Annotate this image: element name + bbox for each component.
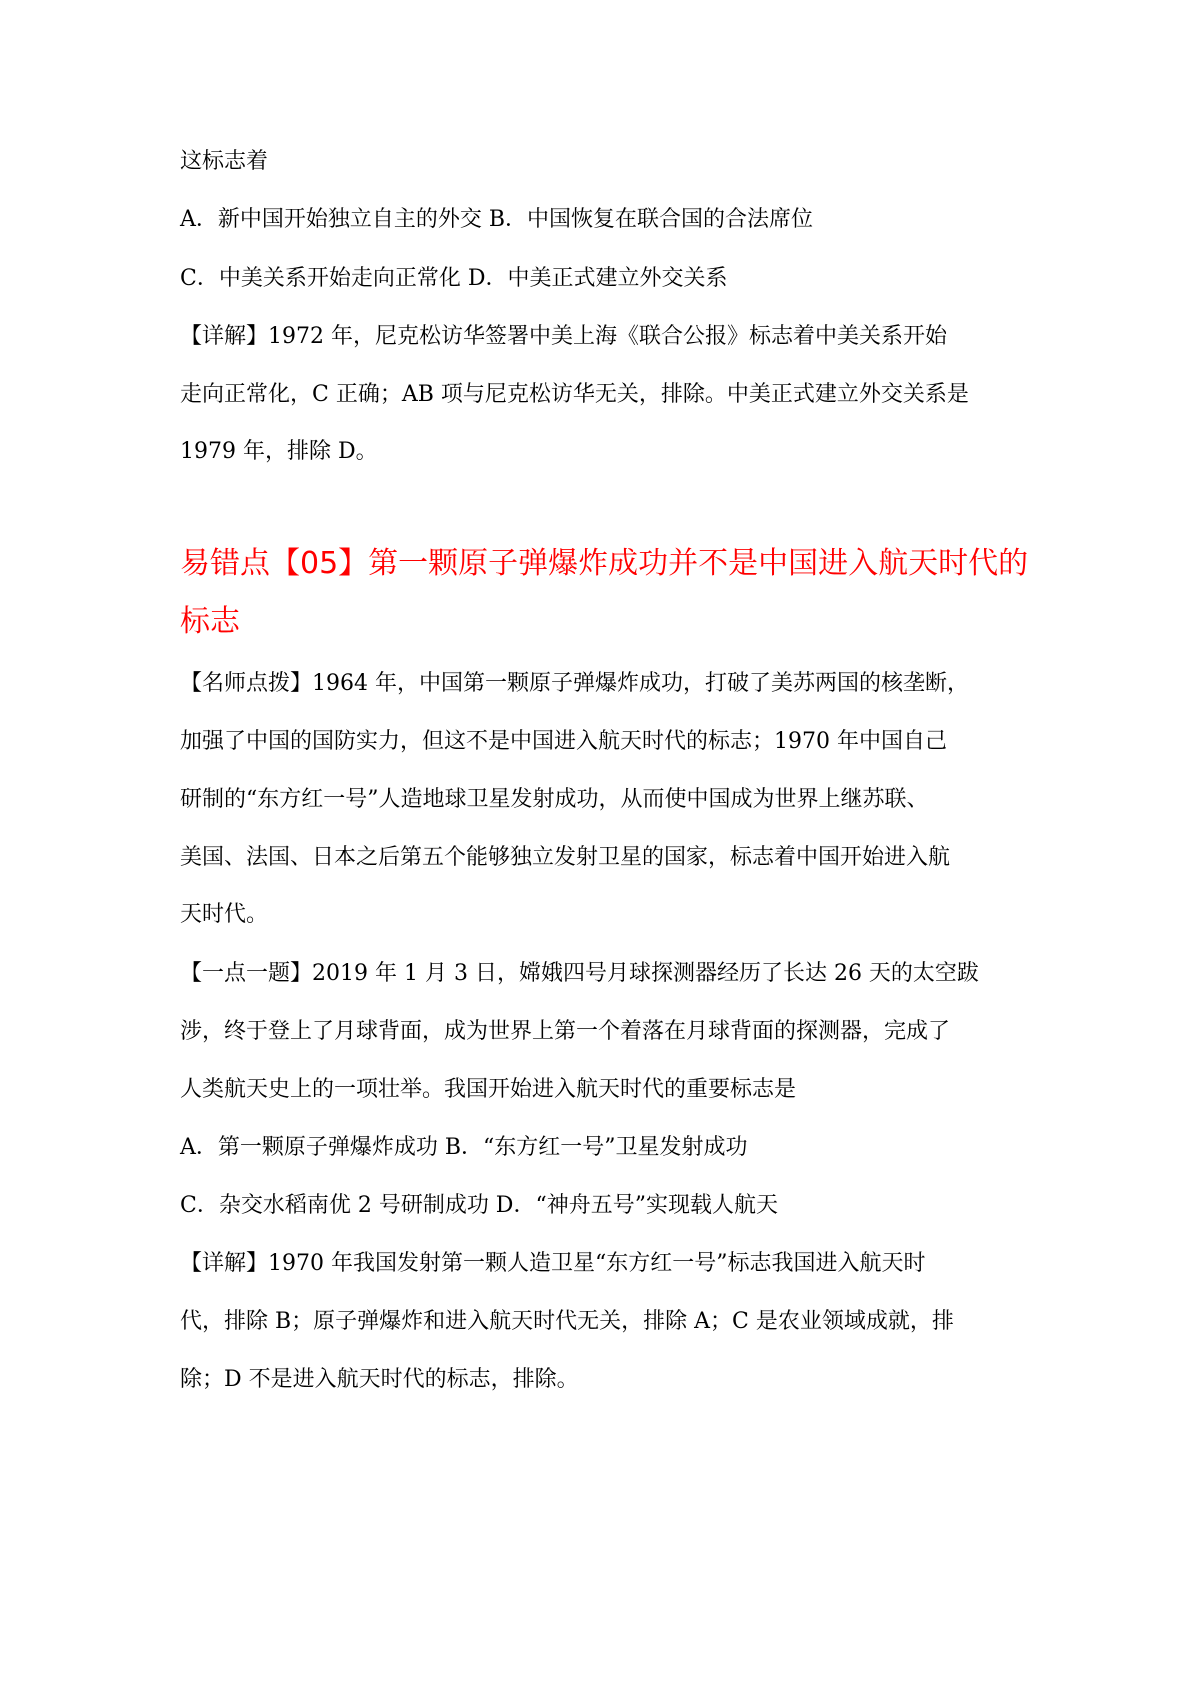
- tip-line: 美国、法国、日本之后第五个能够独立发射卫星的国家，标志着中国开始进入航: [180, 845, 951, 870]
- tip-line: 研制的“东方红一号”人造地球卫星发射成功，从而使中国成为世界上继苏联、: [180, 787, 929, 812]
- question-line: 涉，终于登上了月球背面，成为世界上第一个着落在月球背面的探测器，完成了: [180, 1019, 951, 1044]
- option-line-cd: C．杂交水稻南优 2 号研制成功 D．“神舟五号”实现载人航天: [180, 1193, 778, 1218]
- option-line-ab: A．第一颗原子弹爆炸成功 B．“东方红一号”卫星发射成功: [180, 1135, 748, 1160]
- question-line: 人类航天史上的一项壮举。我国开始进入航天时代的重要标志是: [180, 1077, 797, 1102]
- explanation-line: 1979 年，排除 D。: [180, 439, 378, 464]
- tip-line: 加强了中国的国防实力，但这不是中国进入航天时代的标志；1970 年中国自己: [180, 729, 947, 754]
- question-stem-tail: 这标志着: [180, 149, 269, 174]
- option-line-cd: C．中美关系开始走向正常化 D．中美正式建立外交关系: [180, 266, 728, 291]
- section-heading: 标志: [180, 604, 240, 639]
- explanation-line: 走向正常化，C 正确；AB 项与尼克松访华无关，排除。中美正式建立外交关系是: [180, 382, 969, 407]
- section-heading: 易错点【05】第一颗原子弹爆炸成功并不是中国进入航天时代的: [180, 546, 1029, 581]
- option-line-ab: A．新中国开始独立自主的外交 B．中国恢复在联合国的合法席位: [180, 207, 814, 232]
- explanation-line: 除；D 不是进入航天时代的标志，排除。: [180, 1367, 579, 1392]
- explanation-line: 【详解】1972 年，尼克松访华签署中美上海《联合公报》标志着中美关系开始: [180, 324, 947, 349]
- explanation-line: 代，排除 B；原子弹爆炸和进入航天时代无关，排除 A；C 是农业领域成就，排: [180, 1309, 954, 1334]
- tip-line: 【名师点拨】1964 年，中国第一颗原子弹爆炸成功，打破了美苏两国的核垄断，: [180, 671, 969, 696]
- tip-line: 天时代。: [180, 902, 269, 927]
- question-line: 【一点一题】2019 年 1 月 3 日，嫦娥四号月球探测器经历了长达 26 天的太空跋: [180, 961, 979, 986]
- explanation-line: 【详解】1970 年我国发射第一颗人造卫星“东方红一号”标志我国进入航天时: [180, 1251, 926, 1276]
